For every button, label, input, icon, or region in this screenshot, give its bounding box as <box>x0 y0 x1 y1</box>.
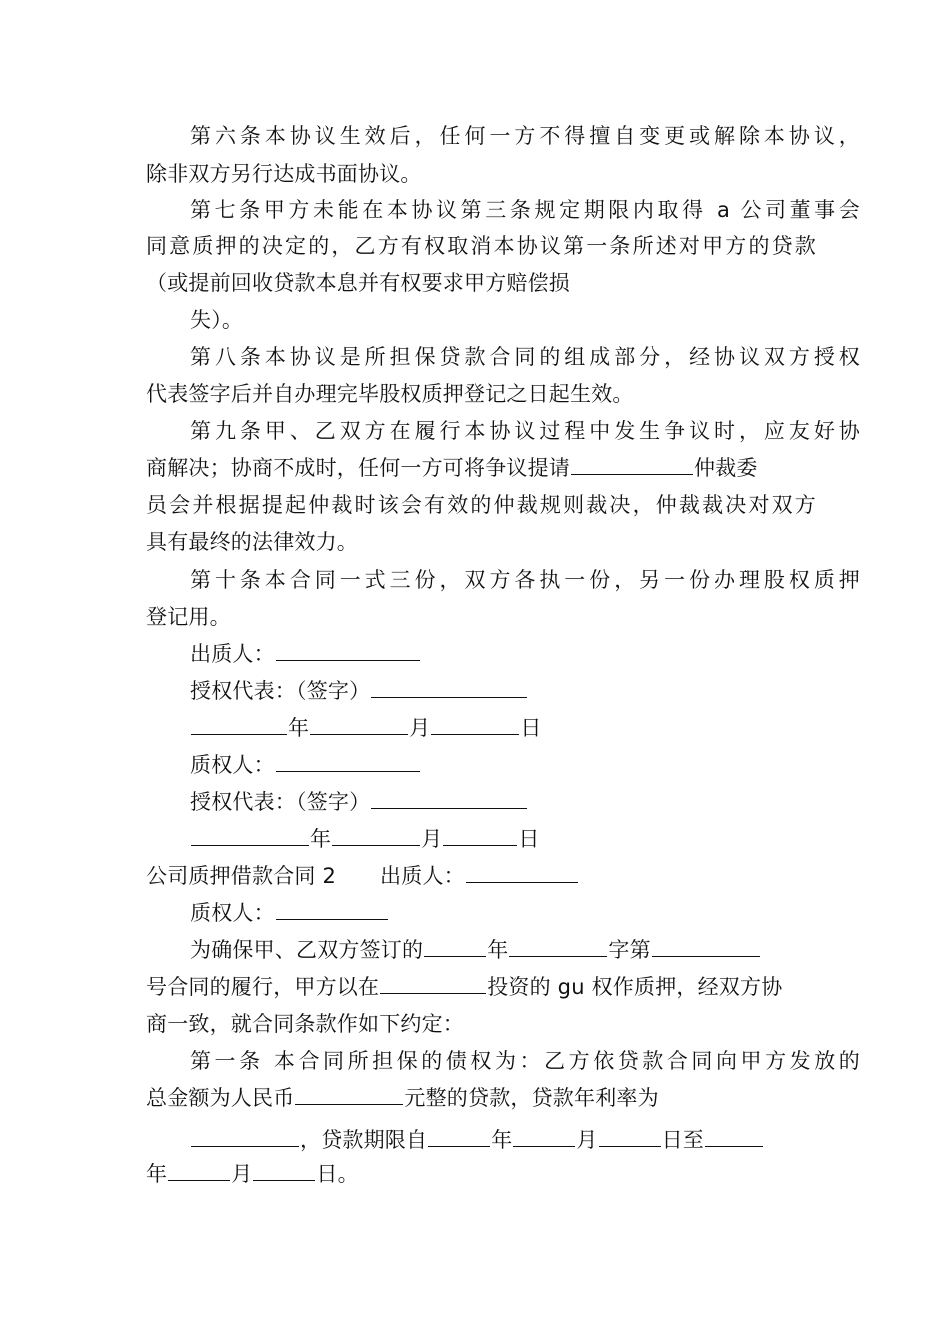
blank-field <box>295 1082 403 1105</box>
article-7-line-2 <box>146 230 816 262</box>
pledgor-date-line <box>190 712 860 744</box>
blank-field <box>466 860 578 883</box>
text-segment: 第一条 本合同所担保的债权为：乙方依贷款合同向甲方发放的 <box>190 1049 860 1073</box>
text-segment: 为确保甲、乙双方签订的 <box>190 938 424 962</box>
blank-field <box>191 1124 299 1147</box>
blank-field <box>253 1158 315 1181</box>
article-9-line-2 <box>146 452 816 484</box>
blank-field <box>168 1158 230 1181</box>
text-segment: 除非双方另行达成书面协议。 <box>146 162 422 186</box>
text-segment: 商解决；协商不成时，任何一方可将争议提请 <box>146 456 570 480</box>
text-segment: 月 <box>409 716 431 740</box>
blank-field <box>428 1124 490 1147</box>
text-segment: 第七条甲方未能在本协议第三条规定期限内取得 a 公司董事会 <box>190 198 860 222</box>
text-segment: 出质人： <box>190 642 275 666</box>
text-segment: 号合同的履行，甲方以在 <box>146 975 380 999</box>
contract-2-pledgee-line <box>190 897 860 929</box>
blank-field <box>276 638 420 661</box>
pledgor-line <box>190 638 860 670</box>
blank-field <box>310 712 408 735</box>
text-segment: 第八条本协议是所担保贷款合同的组成部分，经协议双方授权 <box>190 345 860 369</box>
article-1-line-2 <box>146 1082 816 1114</box>
article-1-line-3 <box>190 1124 860 1156</box>
preamble-line-2 <box>146 971 816 1003</box>
article-8-line-1 <box>190 341 860 373</box>
article-1-line-4 <box>146 1158 816 1190</box>
text-segment: 字第 <box>608 938 651 962</box>
text-segment: 第九条甲、乙双方在履行本协议过程中发生争议时，应友好协 <box>190 419 860 443</box>
article-9-line-3 <box>146 489 816 521</box>
article-7-line-1 <box>190 194 860 226</box>
text-segment: 元整的贷款，贷款年利率为 <box>404 1086 659 1110</box>
text-segment: 日。 <box>316 1162 359 1186</box>
text-segment: 月 <box>421 827 443 851</box>
text-segment: 年 <box>146 1162 168 1186</box>
article-6-line-1 <box>190 120 860 152</box>
blank-field <box>599 1124 661 1147</box>
text-segment: 总金额为人民币 <box>146 1086 295 1110</box>
text-segment: 质权人： <box>190 753 275 777</box>
text-segment: 日至 <box>661 1128 705 1152</box>
text-segment: 授权代表：（签字） <box>190 790 371 814</box>
article-9-line-4 <box>146 526 816 558</box>
blank-field <box>443 823 517 846</box>
article-9-line-1 <box>190 415 860 447</box>
text-segment: 月 <box>576 1128 598 1152</box>
blank-field <box>371 786 527 809</box>
article-6-line-2 <box>146 158 816 190</box>
text-segment: 第十条本合同一式三份，双方各执一份，另一份办理股权质押 <box>190 568 860 592</box>
blank-field <box>431 712 519 735</box>
article-8-line-2 <box>146 378 816 410</box>
blank-field <box>276 749 420 772</box>
preamble-line-1 <box>190 934 860 966</box>
text-segment: 仲裁委 <box>694 456 758 480</box>
blank-field <box>513 1124 575 1147</box>
text-segment: 年 <box>491 1128 513 1152</box>
blank-field <box>509 934 607 957</box>
text-segment: ，贷款期限自 <box>300 1128 428 1152</box>
pledgee-representative-line <box>190 786 860 818</box>
pledgee-line <box>190 749 860 781</box>
text-segment: 具有最终的法律效力。 <box>146 530 358 554</box>
document-title: 公司质押借款合同 2 <box>146 864 337 888</box>
article-7-line-3 <box>146 267 816 299</box>
text-segment: 年 <box>288 716 310 740</box>
pledgor-representative-line <box>190 675 860 707</box>
text-segment: 授权代表：（签字） <box>190 679 371 703</box>
pledgee-date-line <box>190 823 860 855</box>
text-segment: 日 <box>518 827 540 851</box>
blank-field <box>652 934 760 957</box>
blank-field <box>332 823 420 846</box>
text-segment: 第六条本协议生效后，任何一方不得擅自变更或解除本协议， <box>190 124 860 148</box>
blank-field <box>276 897 388 920</box>
preamble-line-3 <box>146 1008 816 1040</box>
text-segment: （或提前回收贷款本息并有权要求甲方赔偿损 <box>146 271 570 295</box>
blank-field <box>571 452 693 475</box>
text-segment: 同意质押的决定的，乙方有权取消本协议第一条所述对甲方的贷款 <box>146 234 816 258</box>
text-segment: 月 <box>231 1162 253 1186</box>
article-10-line-1 <box>190 564 860 596</box>
text-segment: 年 <box>487 938 509 962</box>
article-7-line-4 <box>190 304 860 336</box>
text-segment: 年 <box>310 827 332 851</box>
text-segment: 失）。 <box>190 308 244 332</box>
text-segment: 登记用。 <box>146 605 231 629</box>
blank-field <box>191 712 287 735</box>
blank-field <box>705 1124 763 1147</box>
contract-2-title-line <box>146 860 816 892</box>
article-1-line-1 <box>190 1045 860 1077</box>
text-segment: 质权人： <box>190 901 275 925</box>
blank-field <box>191 823 309 846</box>
text-segment: 商一致，就合同条款作如下约定： <box>146 1012 464 1036</box>
article-10-line-2 <box>146 601 816 633</box>
text-segment: 投资的 gu 权作质押，经双方协 <box>487 975 783 999</box>
blank-field <box>380 971 486 994</box>
text-segment: 日 <box>520 716 542 740</box>
text-segment: 出质人： <box>380 864 465 888</box>
text-segment: 代表签字后并自办理完毕股权质押登记之日起生效。 <box>146 382 634 406</box>
blank-field <box>371 675 527 698</box>
text-segment: 员会并根据提起仲裁时该会有效的仲裁规则裁决，仲裁裁决对双方 <box>146 493 816 517</box>
blank-field <box>424 934 486 957</box>
